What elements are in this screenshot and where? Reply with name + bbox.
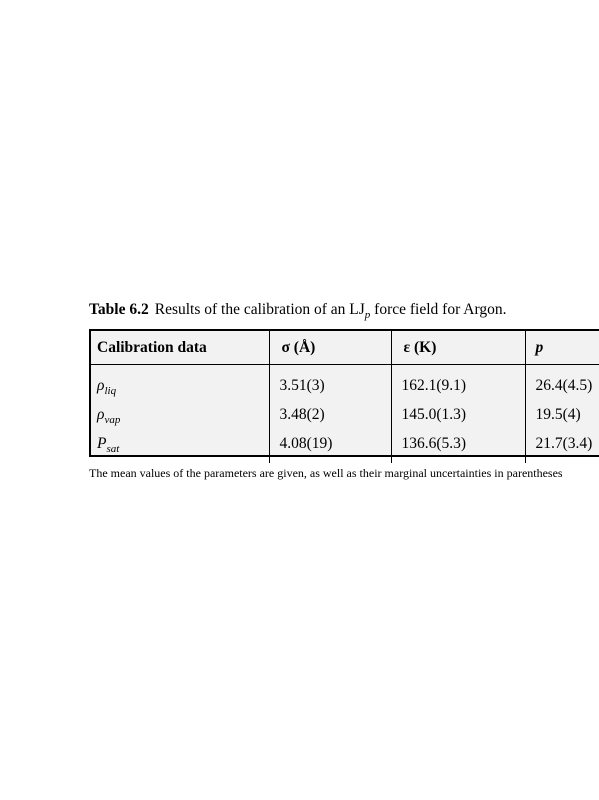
- table-caption-subscript: p: [364, 309, 371, 321]
- cell-sigma: 3.51(3): [269, 365, 391, 402]
- row-label: [91, 401, 269, 429]
- row-symbol: ρ: [97, 377, 105, 394]
- cell-epsilon: 136.6(5.3): [391, 429, 525, 463]
- cell-epsilon: 145.0(1.3): [391, 401, 525, 429]
- table-caption: [89, 301, 506, 319]
- row-subscript: vap: [104, 414, 121, 426]
- cell-sigma: 3.48(2): [269, 401, 391, 429]
- cell-sigma: 4.08(19): [269, 429, 391, 463]
- cell-p: 26.4(4.5): [525, 365, 599, 402]
- results-table-container: [89, 329, 599, 457]
- header-calibration-data: Calibration data: [91, 331, 269, 365]
- row-subscript: sat: [106, 443, 120, 455]
- table-footnote: The mean values of the parameters are given, as well as their marginal uncertainties in parentheses: [89, 466, 563, 480]
- table-row: [91, 429, 599, 463]
- table-caption-label: Table 6.2: [89, 301, 149, 318]
- row-label: [91, 365, 269, 402]
- table-row: [91, 401, 599, 429]
- table-header-row: [91, 331, 599, 365]
- row-symbol: ρ: [97, 406, 105, 423]
- row-symbol: P: [97, 435, 107, 452]
- row-subscript: liq: [104, 385, 117, 397]
- results-table: [91, 331, 599, 463]
- header-sigma: σ (Å): [269, 331, 391, 365]
- cell-p: 19.5(4): [525, 401, 599, 429]
- header-p: p: [525, 331, 599, 365]
- row-label: [91, 429, 269, 463]
- cell-p: 21.7(3.4): [525, 429, 599, 463]
- cell-epsilon: 162.1(9.1): [391, 365, 525, 402]
- table-caption-text: Results of the calibration of an LJ: [154, 301, 365, 318]
- table-caption-text-end: force field for Argon.: [370, 301, 507, 318]
- header-epsilon: ε (K): [391, 331, 525, 365]
- table-row: [91, 365, 599, 402]
